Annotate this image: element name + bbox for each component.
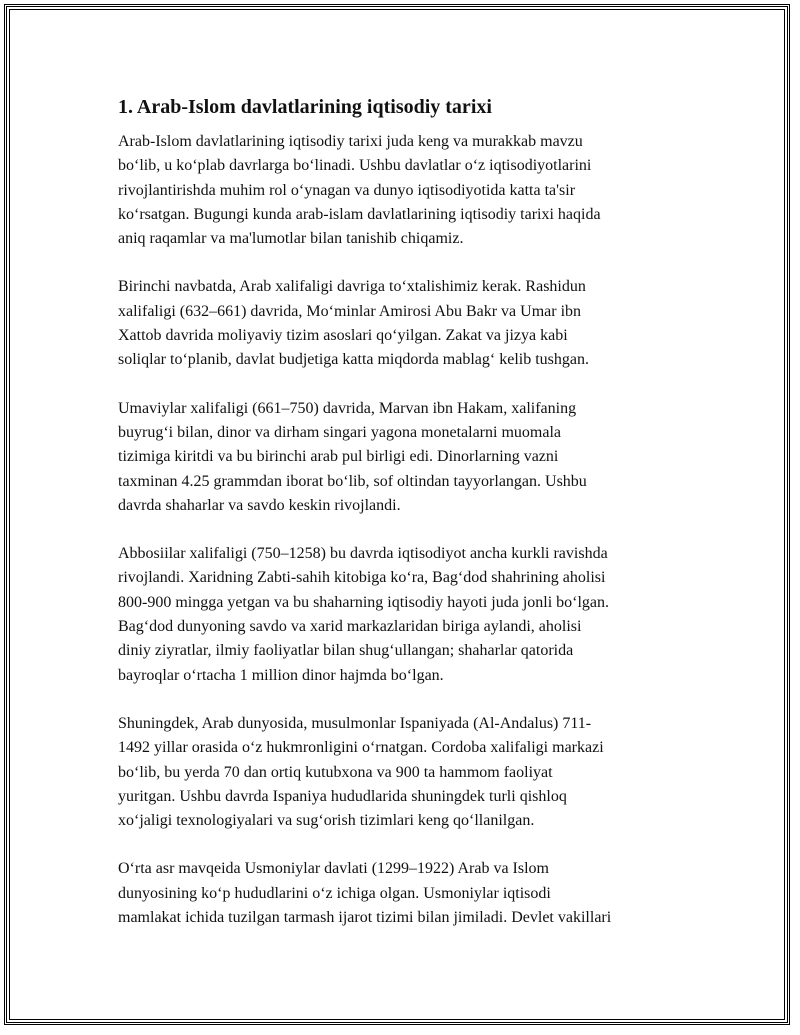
- paragraph-umayyad: Umaviylar xalifaligi (661–750) davrida, Marvan ibn Hakam, xalifaning buyrug‘i bilan, dinor va dirham singari yagona monetalarni muomala tizimiga kiritdi va bu birinchi arab pul birligi edi. Dinorlarning vazni taxminan 4.25 grammdan iborat bo‘lib, sof oltindan tayyorlangan. Ushbu davrda shaharlar va savdo keskin rivojlandi.: [118, 399, 587, 514]
- paragraph-rashidun: Birinchi navbatda, Arab xalifaligi davriga to‘xtalishimiz kerak. Rashidun xalifaligi (632–661) davrida, Mo‘minlar Amirosi Abu Bakr va Umar ibn Xattob davrida moliyaviy tizim asoslari qo‘yilgan. Zakat va jizya kabi soliqlar to‘planib, davlat budjetiga katta miqdorda mablag‘ kelib tushgan.: [118, 278, 589, 369]
- paragraph-abbasid: Abbosiilar xalifaligi (750–1258) bu davrda iqtisodiyot ancha kurkli ravishda rivojlandi. Xaridning Zabti-sahih kitobiga ko‘ra, Bag‘dod shahrining aholisi 800-900 mingga yetgan va bu shaharning iqtisodiy hayoti juda jonli bo‘lgan. Bag‘dod dunyoning savdo va xarid markazlaridan biriga aylandi, aholisi diniy ziyratlar, ilmiy faoliyatlar bilan shug‘ullangan; shaharlar qatorida bayroqlar o‘rtacha 1 million dinor hajmda bo‘lgan.: [118, 545, 610, 684]
- paragraph-ottoman: O‘rta asr mavqeida Usmoniylar davlati (1299–1922) Arab va Islom dunyosining ko‘p hududlarini o‘z ichiga olgan. Usmoniylar iqtisodi mamlakat ichida tuzilgan tarmash ijarot tizimi bilan jimiladi. Devlet vakillari: [118, 860, 612, 927]
- paragraph-intro: Arab-Islom davlatlarining iqtisodiy tarixi juda keng va murakkab mavzu bo‘lib, u ko‘plab davrlarga bo‘linadi. Ushbu davlatlar o‘z iqtisodiyotlarini rivojlantirishda muhim rol o‘ynagan va dunyo iqtisodiyotida katta ta'sir ko‘rsatgan. Bugungi kunda arab-islam davlatlarining iqtisodiy tarixi haqida aniq raqamlar va ma'lumotlar bilan tanishib chiqamiz.: [118, 133, 601, 248]
- paragraph-al-andalus: Shuningdek, Arab dunyosida, musulmonlar Ispaniyada (Al-Andalus) 711- 1492 yillar orasida o‘z hukmronligini o‘rnatgan. Cordoba xalifaligi markazi bo‘lib, bu yerda 70 dan ortiq kutubxona va 900 ta hammom faoliyat yuritgan. Ushbu davrda Ispaniya hududlarida shuningdek turli qishloq xo‘jaligi texnologiyalari va sug‘orish tizimlari keng qo‘llanilgan.: [118, 714, 604, 830]
- page-title: 1. Arab-Islom davlatlarining iqtisodiy tarixi: [118, 96, 492, 118]
- document-body: [118, 94, 698, 954]
